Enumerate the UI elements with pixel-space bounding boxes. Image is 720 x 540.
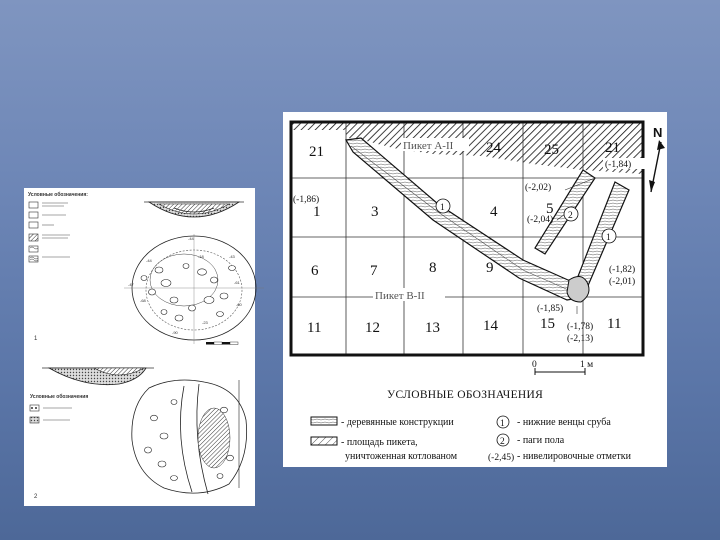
elevation-mark: (-1,78) [567,322,594,332]
elevation-mark: (-2,02) [525,183,552,193]
legend-title: УСЛОВНЫЕ ОБОЗНАЧЕНИЯ [387,389,544,401]
fig2-legend [30,393,88,423]
fig1-label: -44 [146,258,152,263]
square-number: 7 [370,263,378,279]
excavation-plan-drawing [283,112,667,467]
svg-text:1 м: 1 м [580,360,594,370]
scale-bar [532,360,593,375]
square-number: 1 [313,204,321,220]
svg-text:(-2,45): (-2,45) [488,453,515,463]
legend-item-groove [497,434,565,447]
svg-text:2: 2 [500,437,505,447]
square-number: 24 [486,140,501,156]
fig1-label: -47 [128,282,134,287]
square-number: 21 [605,140,620,156]
fig1-label: -18 [198,254,204,259]
square-number: 15 [540,316,555,332]
log-number-badge [564,207,578,221]
square-number: 21 [309,144,324,160]
log-joint [567,276,589,302]
fig1-label: -90 [172,330,178,335]
legend-item-wood [311,417,454,428]
legend-item-level [488,451,632,463]
svg-text:- деревянные конструкции: - деревянные конструкции [341,417,454,428]
fig1-number: 1 [34,336,38,342]
picket-label: Пикет В-II [375,290,425,302]
fig1-section-profile [144,202,244,217]
elevation-mark: (-2,13) [567,334,594,344]
svg-text:- паги пола: - паги пола [517,435,565,446]
svg-text:- нижние венцы сруба: - нижние венцы сруба [517,417,611,428]
fig1-legend [28,191,88,262]
fig1-label: -61 [234,280,240,285]
picket-label: Пикет А-II [403,140,454,152]
square-number: 6 [311,263,319,279]
square-number: 4 [490,204,498,220]
square-number: 9 [486,260,494,276]
log-number-badge [602,229,616,243]
svg-text:1: 1 [500,419,505,429]
fig1-plan [34,234,264,345]
log-number-badge [436,199,450,213]
fig1-label: -23 [202,320,208,325]
square-number: 11 [307,320,322,336]
svg-text:2: 2 [568,211,573,221]
fig2-legend-title: Условные обозначения [30,394,89,400]
svg-text:- нивелировочные отметки: - нивелировочные отметки [517,451,631,462]
elevation-mark: (-2,01) [609,277,636,287]
fig1-label: -60 [236,302,242,307]
left-figure-drawing [24,188,255,506]
fig1-label: -68 [140,298,146,303]
fig1-scale-bar [206,342,238,345]
elevation-mark: (-1,82) [609,265,636,275]
square-number: 12 [365,320,380,336]
elevation-mark: (-2,04) [527,215,554,225]
fig1-label: -43 [229,254,235,259]
square-number: 3 [371,204,379,220]
elevation-mark: (-1,84) [605,160,632,170]
square-number: 5 [546,201,554,217]
fig2-number: 2 [34,494,38,500]
svg-text:1: 1 [440,203,445,213]
svg-text:1: 1 [606,233,611,243]
svg-text:уничтоженная котлованом: уничтоженная котлованом [345,451,458,462]
square-number: 14 [483,318,498,334]
elevation-mark: (-1,85) [537,304,564,314]
svg-text:N: N [653,125,663,140]
left-figure-panel [24,188,255,506]
square-number: 11 [607,316,622,332]
svg-text:- площадь пикета,: - площадь пикета, [341,437,418,448]
north-arrow-icon [649,125,665,192]
fig1-label: -44 [188,236,194,241]
legend-item-crown [497,416,611,429]
square-number: 8 [429,260,437,276]
excavation-plan-panel [283,112,667,467]
elevation-mark: (-1,86) [293,195,320,205]
fig1-legend-title: Условные обозначения: [28,192,88,198]
legend-item-destroyed [311,437,458,462]
square-number: 25 [544,142,559,158]
square-number: 13 [425,320,440,336]
fig2-section-profile [42,368,154,385]
svg-text:0: 0 [532,360,537,370]
